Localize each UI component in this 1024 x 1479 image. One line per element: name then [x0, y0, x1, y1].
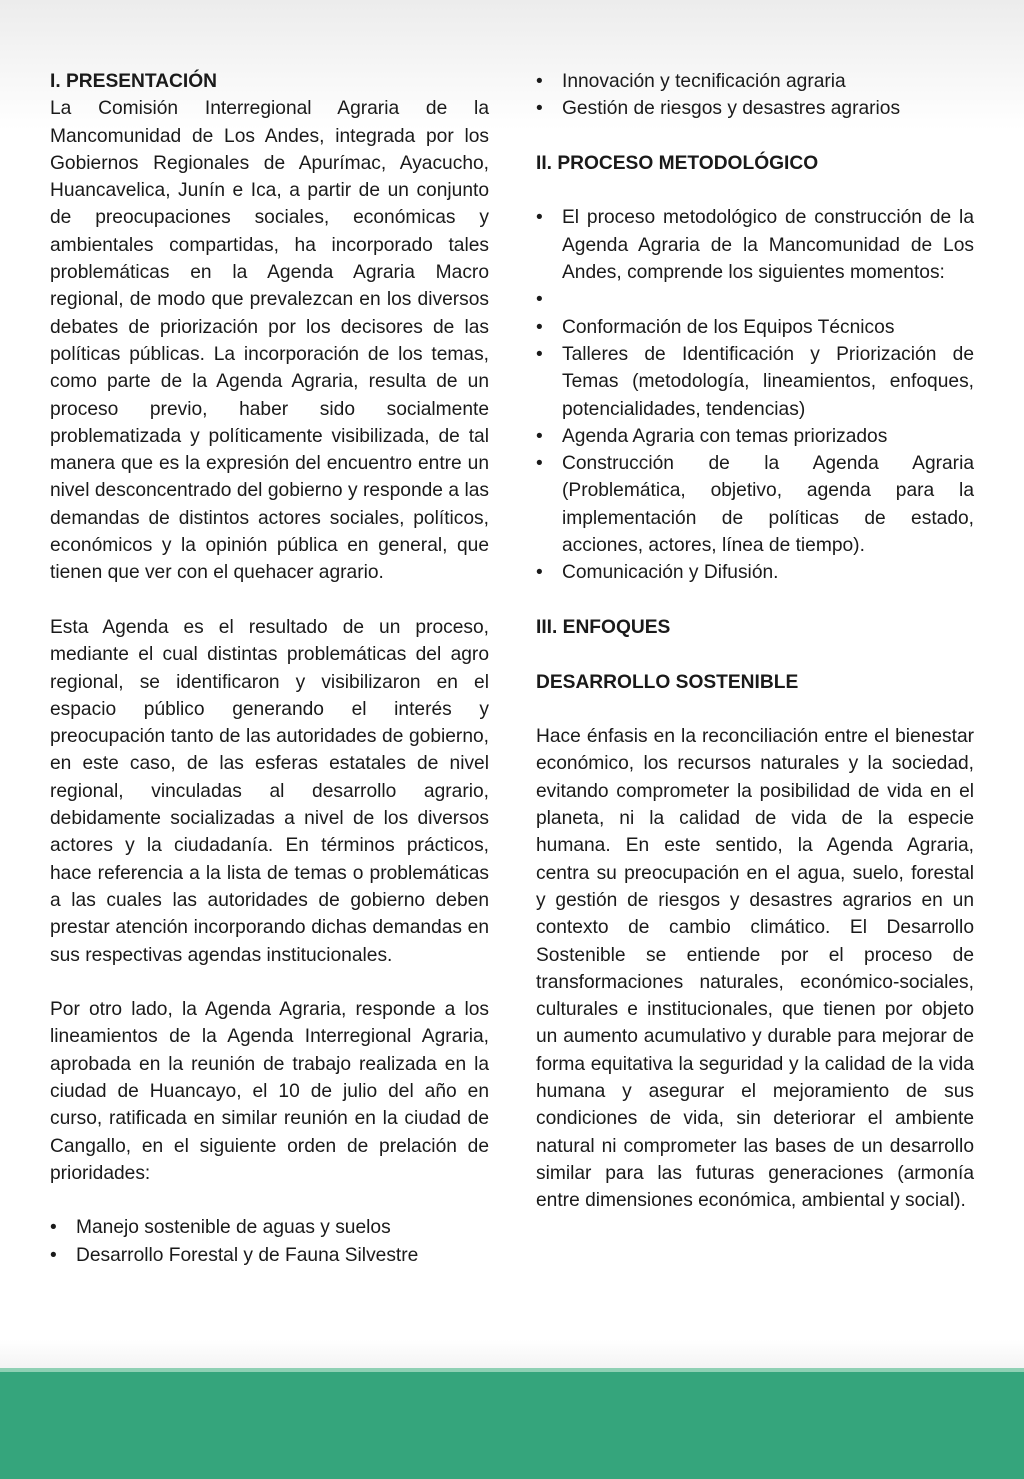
- section-heading-proceso: II. PROCESO METODOLÓGICO: [536, 152, 819, 174]
- list-item: • Gestión de riesgos y desastres agrarios: [536, 95, 974, 122]
- list-item: • Conformación de los Equipos Técnicos: [536, 314, 974, 341]
- paragraph-enfoque: Hace énfasis en la reconciliación entre el bienestar económico, los recursos naturales y la sociedad, evitando comprometer la posibilidad de vida en el planeta, ni la calidad de vida de la especie humana. En este sentido, la Agenda Agraria, centra su preocupación en el agua, suelo, forestal y gestión de riesgos y desastres agrarios en un contexto de cambio climático. El Desarrollo Sostenible se entiende por el proceso de transformaciones naturales, económico-sociales, culturales e institucionales, que tienen por objeto un aumento acumulativo y durable para mejorar de forma equitativa la seguridad y la calidad de la vida humana y asegurar el mejoramiento de sus condiciones de vida, sin deteriorar el ambiente natural ni comprometer las bases de un desarrollo similar para las futuras generaciones (armonía entre dimensiones económica, ambiental y social).: [536, 726, 974, 1212]
- list-item: • Agenda Agraria con temas priorizados: [536, 423, 974, 450]
- priorities-list: [50, 1214, 489, 1269]
- section-heading-enfoques: III. ENFOQUES: [536, 616, 671, 638]
- method-list: [536, 204, 974, 586]
- list-item: • Innovación y tecnificación agraria: [536, 68, 974, 95]
- spacer: [50, 1187, 489, 1214]
- subheading-desarrollo-sostenible: DESARROLLO SOSTENIBLE: [536, 671, 799, 693]
- right-column: [536, 68, 974, 1214]
- spacer: [536, 587, 974, 614]
- list-item: • El proceso metodológico de construcción de la Agenda Agraria de la Mancomunidad de Los Andes, comprende los siguientes momentos:: [536, 204, 974, 286]
- spacer: [536, 123, 974, 150]
- list-item: • Construcción de la Agenda Agraria (Problemática, objetivo, agenda para la implementación de políticas de estado, acciones, actores, línea de tiempo).: [536, 450, 974, 559]
- priorities-list-continued: [536, 68, 974, 123]
- spacer: [536, 696, 974, 723]
- list-item: • Manejo sostenible de aguas y suelos: [50, 1214, 489, 1241]
- spacer: [536, 177, 974, 204]
- spacer: [50, 969, 489, 996]
- left-column: [50, 68, 489, 1269]
- paragraph-presentacion-2: Esta Agenda es el resultado de un proceso, mediante el cual distintas problemáticas del agro regional, se identificaron y visibilizaron en el espacio público generando el interés y preocupación tanto de las autoridades de gobierno, en este caso, de las esferas estatales de nivel regional, vinculadas al desarrollo agrario, debidamente socializadas a nivel de los diversos actores y la ciudadanía. En términos prácticos, hace referencia a la lista de temas o problemáticas a las cuales las autoridades de gobierno deben prestar atención incorporando dichas demandas en sus respectivas agendas institucionales.: [50, 616, 489, 966]
- list-item: • Desarrollo Forestal y de Fauna Silvestre: [50, 1242, 489, 1269]
- paragraph-presentacion-1: La Comisión Interregional Agraria de la Mancomunidad de Los Andes, integrada por los Gobiernos Regionales de Apurímac, Ayacucho, Huancavelica, Junín e Ica, a partir de un conjunto de preocupaciones sociales, económicas y ambientales compartidas, ha incorporado tales problemáticas en la Agenda Agraria Macro regional, de modo que prevalezcan en los diversos debates de priorización por los decisores de las políticas públicas. La incorporación de los temas, como parte de la Agenda Agraria, resulta de un proceso previo, haber sido socialmente problematizada y políticamente visibilizada, de tal manera que es la expresión del encuentro entre un nivel desconcentrado del gobierno y responde a las demandas de distintos actores sociales, políticos, económicos y la opinión pública en general, que tienen que ver con el quehacer agrario.: [50, 98, 489, 584]
- paragraph-presentacion-3: Por otro lado, la Agenda Agraria, responde a los lineamientos de la Agenda Interregional Agraria, aprobada en la reunión de trabajo realizada en la ciudad de Huancayo, el 10 de julio del año en curso, ratificada en similar reunión en la ciudad de Cangallo, en el siguiente orden de prelación de prioridades:: [50, 999, 489, 1184]
- section-heading-presentacion: I. PRESENTACIÓN: [50, 71, 218, 92]
- spacer: [536, 641, 974, 668]
- footer-band: [0, 1372, 1024, 1479]
- list-item: • Talleres de Identificación y Priorización de Temas (metodología, lineamientos, enfoques, potencialidades, tendencias): [536, 341, 974, 423]
- list-item-empty: [536, 286, 974, 313]
- spacer: [50, 587, 489, 614]
- list-item: • Comunicación y Difusión.: [536, 559, 974, 586]
